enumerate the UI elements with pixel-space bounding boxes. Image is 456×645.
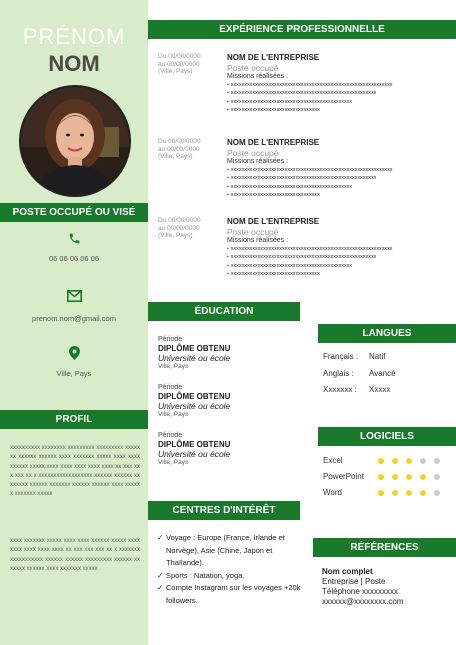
profile-heading: PROFIL <box>0 410 148 429</box>
mission-item: ▪ xxxxxxxxxxxxxxxxxxxxxxxxxxxxxxxxxxxxxxxxxxxxxxxxxxxxxx <box>233 89 393 97</box>
languages-heading: LANGUES <box>318 324 456 343</box>
company-name: NOM DE L'ENTREPRISE <box>227 217 320 226</box>
reference-phone: Téléphone xxxxxxxxx <box>322 587 399 596</box>
experience-date: Du 00/00/0000 au 00/00/0000 (Ville, Pays) <box>158 53 201 75</box>
skill-row: PowerPoint <box>323 472 364 481</box>
profile-photo <box>19 85 131 197</box>
experience-heading: EXPÉRIENCE PROFESSIONNELLE <box>148 20 456 39</box>
mission-item: ▪ xxxxxxxxxxxxxxxxxxxxxxxxxxxxxxxxxxxxxxxxxxxxxxxxxxxxxxxxxxxx <box>233 81 393 89</box>
references-heading: RÉFÉRENCES <box>313 538 456 557</box>
job-role: Poste occupé <box>227 227 279 237</box>
mission-item: ▪ xxxxxxxxxxxxxxxxxxxxxxxxxxxxxxxxxxxxxxxxxxxxx <box>233 262 393 270</box>
rating-dot-filled <box>406 474 412 480</box>
interest-item: ✓ Voyage : Europe (France, Irlande et Norvège), Asie (Chine, Japon et Thaïlande). <box>157 532 307 570</box>
rating-dot-filled <box>392 490 398 496</box>
rating-dot-filled <box>378 458 384 464</box>
education-item: Période DIPLÔME OBTENU Université ou école Ville, Pays <box>158 336 231 370</box>
mission-item: ▪ xxxxxxxxxxxxxxxxxxxxxxxxxxxxxxxxx <box>233 106 393 114</box>
rating-dot-empty <box>434 458 440 464</box>
rating-dot-filled <box>378 474 384 480</box>
skill-row: Word <box>323 488 342 497</box>
company-name: NOM DE L'ENTREPRISE <box>227 53 320 62</box>
software-heading: LOGICIELS <box>318 427 456 446</box>
last-name: NOM <box>48 51 100 76</box>
first-name: PRÉNOM <box>22 24 126 49</box>
rating-dot-filled <box>392 458 398 464</box>
rating-dot-empty <box>434 474 440 480</box>
city: Ville, Pays <box>56 369 92 378</box>
mission-item: ▪ xxxxxxxxxxxxxxxxxxxxxxxxxxxxxxxxxxxxxxxxxxxxx <box>233 183 393 191</box>
interest-item: ✓ Compte Instagram sur les voyages +20k followers. <box>157 582 307 607</box>
rating-dot-filled <box>406 490 412 496</box>
experience-date: Du 00/00/0000 au 00/00/0000 (Ville, Pays) <box>158 217 201 239</box>
mission-item: ▪ xxxxxxxxxxxxxxxxxxxxxxxxxxxxxxxxxxxxxxxxxxxxxxxxxxxxxx <box>233 174 393 182</box>
mission-item: ▪ xxxxxxxxxxxxxxxxxxxxxxxxxxxxxxxxxxxxxxxxxxxxxxxxxxxxxxxxxxxx <box>233 245 393 253</box>
rating-dot-empty <box>420 458 426 464</box>
reference-company: Entreprise | Poste <box>322 577 386 586</box>
rating-dot-empty <box>434 490 440 496</box>
missions-label: Missions réalisées : <box>227 73 289 80</box>
missions-label: Missions réalisées : <box>227 237 289 244</box>
experience-date: Du 00/00/0000 au 00/00/0000 (Ville, Pays) <box>158 138 201 160</box>
rating-dot-filled <box>392 474 398 480</box>
skill-row: Excel <box>323 456 343 465</box>
education-heading: ÉDUCATION <box>148 302 300 321</box>
job-title-banner: POSTE OCCUPÉ OU VISÉ <box>0 203 148 222</box>
reference-name: Nom complet <box>322 567 373 576</box>
rating-dot-filled <box>420 490 426 496</box>
email-address: prenom.nom@gmail.com <box>32 314 116 323</box>
mission-item: ▪ xxxxxxxxxxxxxxxxxxxxxxxxxxxxxxxxx <box>233 270 393 278</box>
mission-list <box>227 81 393 114</box>
job-role: Poste occupé <box>227 148 279 158</box>
language-row: Xxxxxxx : Xxxxx <box>323 385 391 394</box>
interests-heading: CENTRES D'INTÉRÊT <box>148 501 300 520</box>
phone-number: 06 06 06 06 06 <box>48 254 100 263</box>
company-name: NOM DE L'ENTREPRISE <box>227 138 320 147</box>
reference-email: xxxxxx@xxxxxxxx.com <box>322 597 404 606</box>
mission-item: ▪ xxxxxxxxxxxxxxxxxxxxxxxxxxxxxxxxxxxxxxxxxxxxx <box>233 98 393 106</box>
education-item: Période DIPLÔME OBTENU Université ou école Ville, Pays <box>158 432 231 466</box>
mission-list <box>227 166 393 199</box>
language-row: Anglais : Avancé <box>323 369 396 378</box>
mission-item: ▪ xxxxxxxxxxxxxxxxxxxxxxxxxxxxxxxxxxxxxxxxxxxxxxxxxxxxxxxxxxxx <box>233 166 393 174</box>
interests-list <box>157 532 307 607</box>
profile-text-1: xxxxxxxxxx xxxxxxxx xxxxxxxxx xxxxxxxxx xxxxxxx xxxxxx xxxxxx xxxx xxxxxxx xxxxx xxxx xxxx xxxxxx xxxxx xxxx xxxx xxxx xxxx xxxx xx xxx xxx xxx xx x xxxxxxxxxxxxxxxxxx xxxxxx xxxxxx xxxxxxxx xxxxxx xxxxxxx xxxxxx xxxxxx xxxx xxxxxx xxxxxxx xxxxx <box>10 445 141 498</box>
portrait-image <box>21 87 129 195</box>
mission-item: ▪ xxxxxxxxxxxxxxxxxxxxxxxxxxxxxxxxxxxxxxxxxxxxxxxxxxxxxx <box>233 253 393 261</box>
profile-text-2: xxxx xxxxxxx xxxxx xxxx xxxx xxxxxx xxxxx xxxx xxxx xxxx xxxx xxxx xx xxx xxx xxx xx x xxxxxxxxxxxxxxxxxx xxxxxx xxxxxx xxxxxxxxx xxxxxx xxxxxxx xxxxxx xxxx xxxxxxx xxxxx <box>10 538 140 572</box>
reference-block <box>322 567 403 607</box>
education-item: Période DIPLÔME OBTENU Université ou école Ville, Pays <box>158 384 231 418</box>
envelope-icon <box>0 290 148 305</box>
interest-item: ✓ Sports : Natation, yoga. <box>157 570 307 583</box>
mission-item: ▪ xxxxxxxxxxxxxxxxxxxxxxxxxxxxxxxxx <box>233 191 393 199</box>
rating-dot-filled <box>378 490 384 496</box>
missions-label: Missions réalisées : <box>227 158 289 165</box>
rating-dot-filled <box>406 458 412 464</box>
rating-dot-filled <box>420 474 426 480</box>
language-row: Français : Natif <box>323 352 386 361</box>
phone-icon <box>0 232 148 248</box>
mission-list <box>227 245 393 278</box>
location-pin-icon <box>0 346 148 363</box>
job-role: Poste occupé <box>227 63 279 73</box>
